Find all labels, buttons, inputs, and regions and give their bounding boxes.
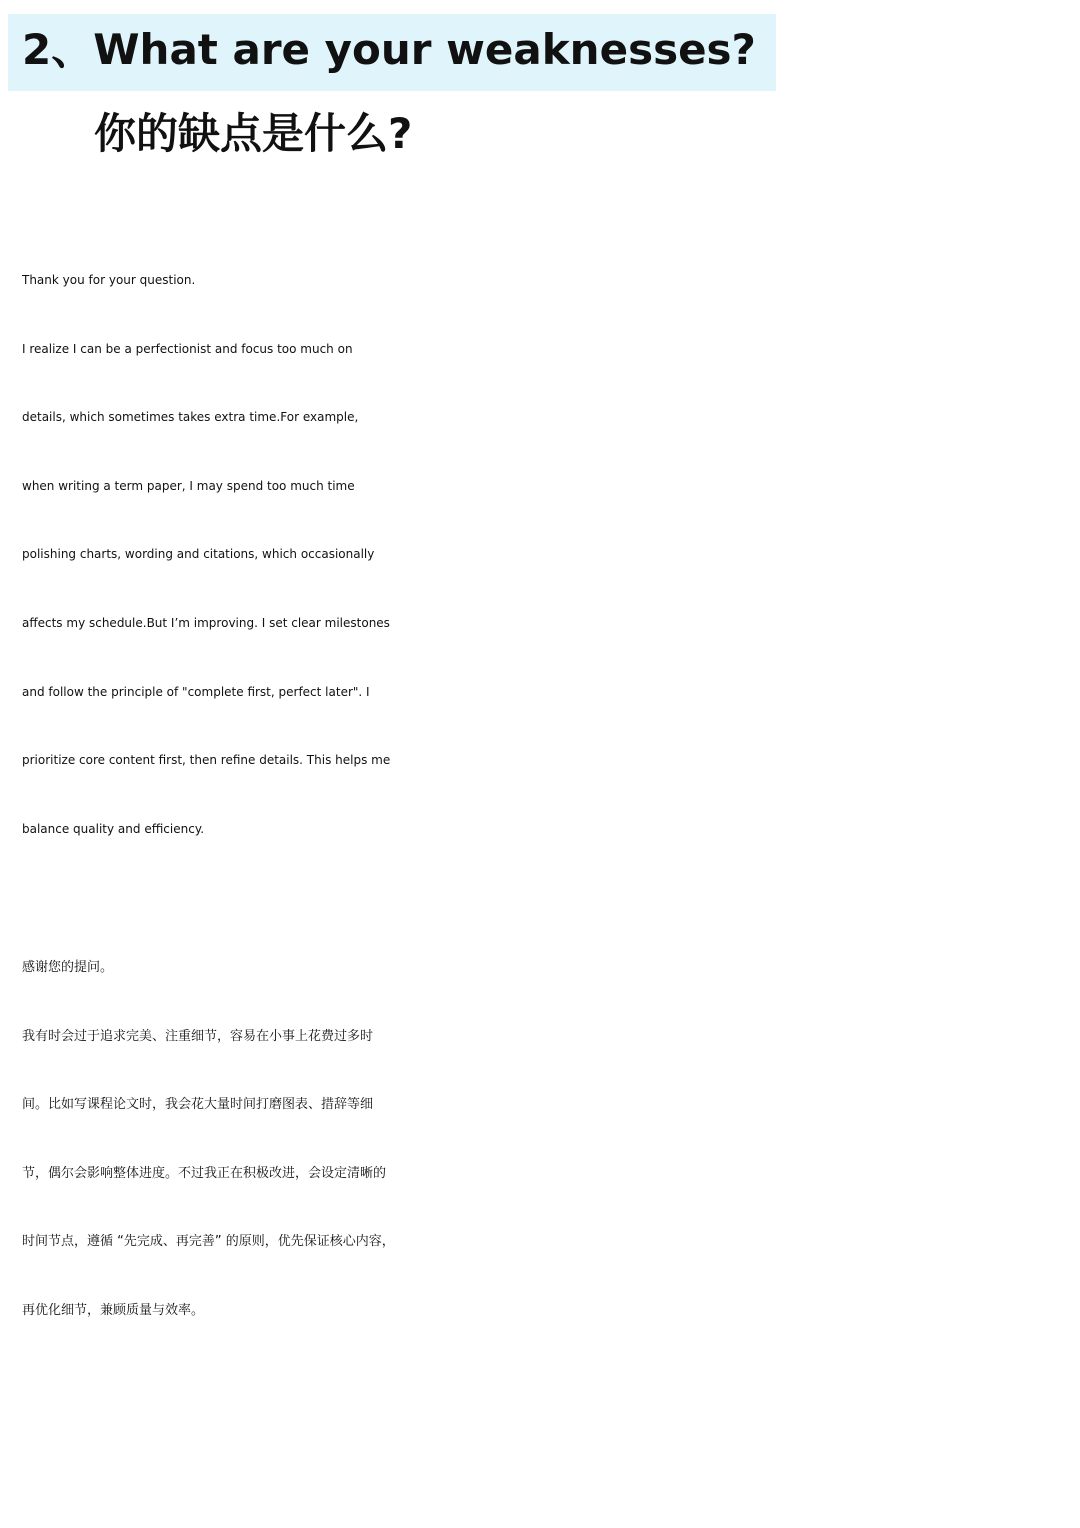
answer-english-line: affects my schedule.But I’m improving. I set clear milestones <box>22 615 390 630</box>
answer-english-line: I realize I can be a perfectionist and focus too much on <box>22 341 353 356</box>
answer-english-line: prioritize core content first, then refine details. This helps me <box>22 753 391 768</box>
answer-english-line: when writing a term paper, I may spend too much time <box>22 478 355 493</box>
question-title-english: 2、What are your weaknesses? <box>22 25 756 74</box>
answer-chinese-line: 再优化细节，兼顾质量与效率。 <box>22 1302 205 1318</box>
question-title-chinese: 你的缺点是什么? <box>94 109 413 158</box>
answer-chinese <box>22 934 1072 1346</box>
answer-chinese-line: 间。比如写课程论文时，我会花大量时间打磨图表、措辞等细 <box>22 1097 374 1113</box>
answer-chinese-line: 节，偶尔会影响整体进度。不过我正在积极改进，会设定清晰的 <box>22 1165 387 1181</box>
answer-chinese-line: 感谢您的提问。 <box>22 960 114 975</box>
answer-english-line: balance quality and efficiency. <box>22 821 205 836</box>
answer-english-line: details, which sometimes takes extra time.For example, <box>22 410 359 425</box>
answer-english-line: Thank you for your question. <box>22 273 196 287</box>
answer-english-line: and follow the principle of "complete first, perfect later". I <box>22 684 370 699</box>
answer-english <box>22 246 1072 863</box>
answer-chinese-line: 我有时会过于追求完美、注重细节，容易在小事上花费过多时 <box>22 1028 374 1044</box>
answer-english-line: polishing charts, wording and citations, which occasionally <box>22 547 375 562</box>
answer-chinese-line: 时间节点，遵循 “先完成、再完善” 的原则，优先保证核心内容， <box>22 1234 395 1250</box>
